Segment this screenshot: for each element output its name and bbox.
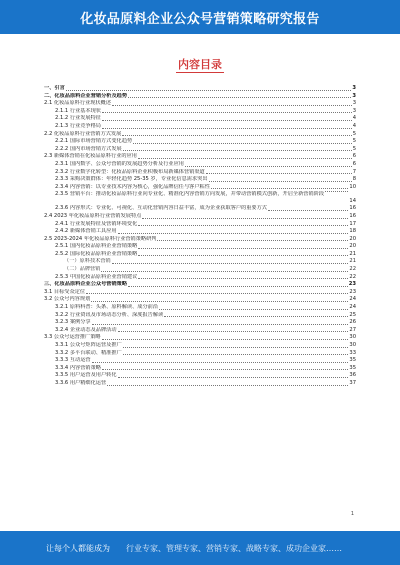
toc-entry-page: 3 — [352, 100, 356, 107]
toc-leader-dots — [138, 255, 348, 256]
footer-band — [0, 531, 400, 565]
toc-leader-dots — [102, 128, 352, 129]
toc-entry-text: 2.4.2 新媒体营销工具应用 — [55, 228, 117, 235]
toc-entry-page: 4 — [352, 122, 356, 129]
toc-leader-dots — [164, 316, 348, 317]
toc-entry[interactable] — [44, 258, 356, 266]
toc-entry-text: （二）品牌营销 — [64, 266, 101, 273]
toc-entry-page: 23 — [349, 288, 356, 295]
toc-entry[interactable] — [44, 334, 356, 342]
toc-entry-text: 3.3.2 多平台联动、精准推广 — [55, 349, 122, 356]
toc-entry-page: 7 — [352, 168, 356, 175]
toc-entry-page: 33 — [349, 349, 356, 356]
toc-leader-dots — [123, 354, 349, 355]
toc-entry-page: 24 — [349, 296, 356, 303]
toc-entry-text: 三、化妆品原料企业公众号营销策略 — [44, 281, 128, 288]
toc-entry[interactable] — [44, 251, 356, 259]
toc-entry[interactable] — [44, 138, 356, 146]
toc-entry-text: 2.3.2 行业数字化转型：化妆品原料企业积极布局新媒体营销渠道 — [55, 168, 205, 175]
toc-entry[interactable] — [44, 372, 356, 380]
toc-entry-text: 2.1.3 行业竞争格局 — [55, 122, 101, 129]
footer-slogan: 让每个人都能成为 — [46, 543, 110, 553]
toc-entry-page: 24 — [349, 304, 356, 311]
toc-leader-dots — [118, 233, 349, 234]
toc-leader-dots — [112, 263, 349, 264]
toc-leader-dots — [102, 120, 352, 121]
toc-entry-text: 3.3 公众号运营推广策略 — [44, 334, 101, 341]
toc-entry-text: 3.1 目标受众定位 — [44, 288, 86, 295]
footer-tags: 行业专家、管理专家、营销专家、战略专家、成功企业家…… — [126, 543, 342, 553]
toc-entry-page: 3 — [352, 107, 356, 114]
toc-leader-dots — [102, 339, 349, 340]
toc-leader-dots — [66, 90, 352, 91]
toc-leader-dots — [206, 173, 352, 174]
toc-entry-page: 8 — [352, 176, 356, 183]
toc-entry[interactable] — [44, 205, 356, 213]
toc-leader-dots — [268, 210, 348, 211]
toc-entry[interactable] — [44, 146, 356, 154]
toc-entry[interactable] — [44, 243, 356, 251]
toc-entry[interactable] — [44, 274, 356, 282]
toc-entry-page: 35 — [349, 364, 356, 371]
toc-leader-dots — [86, 293, 348, 294]
toc-entry-page: 6 — [352, 153, 356, 160]
toc-entry-text: 2.4 2023 年化妆品原料行业营销发展特点 — [44, 212, 142, 219]
toc-entry-text: 2.5.1 国内化妆品原料企业营销策略 — [55, 243, 138, 250]
toc-leader-dots — [92, 362, 349, 363]
toc-entry-text: 2.5.3 中国化妆品原料企业营销建议 — [55, 273, 138, 280]
toc-entry-page: 4 — [352, 115, 356, 122]
toc-leader-dots — [138, 225, 348, 226]
toc-entry-text: 2.5 2023-2024 年化妆品原料行业营销策略研判 — [44, 235, 157, 242]
toc-entry-page: 10 — [349, 183, 356, 190]
toc-leader-dots — [185, 166, 352, 167]
toc-entry[interactable] — [44, 184, 356, 192]
toc-entry-page: 37 — [349, 379, 356, 386]
toc-entry-page: 14 — [349, 198, 356, 205]
toc-entry-text: 3.2.3 案例分享 — [55, 319, 91, 326]
toc-entry-page: 20 — [349, 235, 356, 242]
toc-entry-text: 2.2.2 国内市场营销方式发展 — [55, 145, 122, 152]
toc-entry-page: 5 — [352, 145, 356, 152]
toc-leader-dots — [101, 271, 348, 272]
toc-entry-page: 30 — [349, 342, 356, 348]
toc-entry-page: 35 — [349, 357, 356, 364]
toc-leader-dots — [122, 135, 351, 136]
toc-entry-text: 2.1.1 行业基本现状 — [55, 107, 101, 114]
toc-entry-text: 3.3.1 公众号矩阵运营及推广 — [55, 342, 122, 348]
toc-entry[interactable] — [44, 380, 356, 388]
toc-entry-text: 2.2.1 国际市场营销方式变化趋势 — [55, 138, 133, 145]
toc-title: 内容目录 — [178, 58, 222, 71]
toc-entry-text: 3.2.4 企业动态及品牌活动 — [55, 326, 117, 333]
toc-entry[interactable] — [44, 176, 356, 184]
toc-leader-dots — [118, 331, 349, 332]
toc-entry[interactable] — [44, 350, 356, 358]
toc-entry[interactable] — [44, 123, 356, 131]
toc-entry-page: 20 — [349, 243, 356, 250]
toc-leader-dots — [211, 188, 348, 189]
toc-leader-dots — [128, 286, 348, 287]
toc-entry[interactable] — [44, 191, 356, 205]
toc-entry-text: （一）原料技术营销 — [64, 258, 111, 265]
toc-entry[interactable] — [44, 85, 356, 93]
toc-entry-text: 2.3 新媒体营销在化妆品原料行业的应用 — [44, 153, 137, 160]
toc-entry-text: 3.3.3 互动运营 — [55, 357, 91, 364]
table-of-contents — [44, 85, 356, 388]
toc-leader-dots — [138, 158, 352, 159]
toc-entry-text: 二、化妆品原料企业营销分析及趋势 — [44, 92, 128, 99]
toc-entry-text: 2.3.6 内容形式：专业化、可视化、互动化营销内容日益丰富，成为企业获取客户的重要方式 — [55, 205, 267, 212]
toc-title-underline — [176, 72, 224, 73]
toc-entry[interactable] — [44, 266, 356, 274]
toc-leader-dots — [209, 181, 352, 182]
toc-entry-page: 22 — [349, 266, 356, 273]
toc-entry[interactable] — [44, 296, 356, 304]
toc-entry[interactable] — [44, 221, 356, 229]
toc-entry[interactable] — [44, 169, 356, 177]
toc-entry[interactable] — [44, 100, 356, 108]
toc-leader-dots — [91, 301, 348, 302]
toc-leader-dots — [118, 377, 349, 378]
toc-entry-text: 3.2.2 行业资讯及市场动态分析、深度报告解读 — [55, 311, 164, 318]
toc-entry-text: 2.3.3 采购决策群体：年轻化趋势 25-35 岁，专业化信息需求突出 — [55, 176, 208, 183]
toc-entry-page: 5 — [352, 138, 356, 145]
toc-entry[interactable] — [44, 93, 356, 101]
toc-leader-dots — [142, 218, 348, 219]
toc-entry-page: 21 — [349, 258, 356, 265]
page-number: 1 — [350, 511, 354, 517]
toc-entry-text: 2.3.1 国内数字、公众号营销的发展趋势分析及行业应用 — [55, 160, 184, 167]
toc-entry[interactable] — [44, 342, 356, 350]
toc-entry-text: 2.3.4 内容营销：以专业技术内容为核心，强化品牌信任与客户粘性 — [55, 183, 210, 190]
toc-entry-page: 23 — [348, 281, 356, 288]
toc-entry-text: 2.1 化妆品原料行业现状概述 — [44, 100, 111, 107]
toc-entry-page: 30 — [349, 334, 356, 341]
toc-entry-text: 2.1.2 行业发展特征 — [55, 115, 101, 122]
toc-entry[interactable] — [44, 236, 356, 244]
toc-leader-dots — [107, 385, 348, 386]
toc-entry[interactable] — [44, 357, 356, 365]
toc-leader-dots — [133, 143, 352, 144]
toc-leader-dots — [159, 309, 348, 310]
toc-entry-page: 6 — [352, 160, 356, 167]
toc-leader-dots — [123, 347, 349, 348]
toc-entry-text: 3.2 公众号内容规划 — [44, 296, 91, 303]
toc-entry-page: 18 — [349, 228, 356, 235]
toc-leader-dots — [325, 191, 348, 192]
toc-entry-page: 36 — [349, 372, 356, 379]
toc-entry-page: 22 — [349, 273, 356, 280]
toc-entry-text: 3.3.4 内容营销策略 — [55, 364, 101, 371]
toc-entry-page: 17 — [349, 220, 356, 227]
toc-entry[interactable] — [44, 281, 356, 289]
toc-entry[interactable] — [44, 304, 356, 312]
toc-entry[interactable] — [44, 131, 356, 139]
toc-entry-text: 3.2.1 原料科普：头条、原料解读、成分前沿 — [55, 304, 159, 311]
toc-entry-page: 16 — [349, 212, 356, 219]
toc-entry-page: 25 — [349, 311, 356, 318]
toc-leader-dots — [112, 105, 352, 106]
toc-leader-dots — [128, 97, 351, 98]
document-title: 化妆品原料企业公众号营销策略研究报告 — [80, 11, 320, 27]
toc-entry[interactable] — [44, 327, 356, 335]
toc-entry-text: 3.3.5 用户运营及用户转化 — [55, 372, 117, 379]
toc-entry[interactable] — [44, 319, 356, 327]
toc-entry-text: 一、引言 — [44, 85, 65, 91]
toc-entry[interactable] — [44, 365, 356, 373]
toc-entry-text: 3.3.6 用户精细化运营 — [55, 379, 107, 386]
toc-entry[interactable] — [44, 161, 356, 169]
toc-entry[interactable] — [44, 115, 356, 123]
toc-entry-page: 5 — [352, 130, 356, 137]
toc-entry-page: 27 — [349, 326, 356, 333]
header-band — [0, 0, 400, 34]
toc-entry-text: 2.3.5 营销平台：推动化妆品原料行业向专业化、精准化内容营销方向发展，并带动营销模式创新，开启全新营销阶段 — [55, 191, 325, 198]
toc-entry-text: 2.5.2 国际化妆品原料企业营销策略 — [55, 250, 138, 257]
toc-leader-dots — [138, 278, 348, 279]
toc-entry-text: 2.2 化妆品原料行业营销方式发展 — [44, 130, 122, 137]
toc-entry[interactable] — [44, 289, 356, 297]
toc-entry-page: 16 — [349, 205, 356, 212]
toc-leader-dots — [157, 240, 348, 241]
toc-leader-dots — [138, 248, 348, 249]
toc-leader-dots — [102, 369, 348, 370]
toc-entry-page: 3 — [352, 92, 356, 99]
toc-entry-page: 26 — [349, 319, 356, 326]
toc-entry-text: 2.4.1 行业发展特征及营销环境变化 — [55, 220, 138, 227]
toc-entry[interactable] — [44, 213, 356, 221]
toc-entry[interactable] — [44, 108, 356, 116]
toc-entry[interactable] — [44, 153, 356, 161]
toc-entry[interactable] — [44, 312, 356, 320]
toc-entry-page: 3 — [352, 85, 356, 91]
toc-entry[interactable] — [44, 228, 356, 236]
toc-entry-page: 21 — [349, 250, 356, 257]
toc-leader-dots — [102, 112, 352, 113]
toc-leader-dots — [123, 150, 352, 151]
toc-leader-dots — [92, 324, 349, 325]
